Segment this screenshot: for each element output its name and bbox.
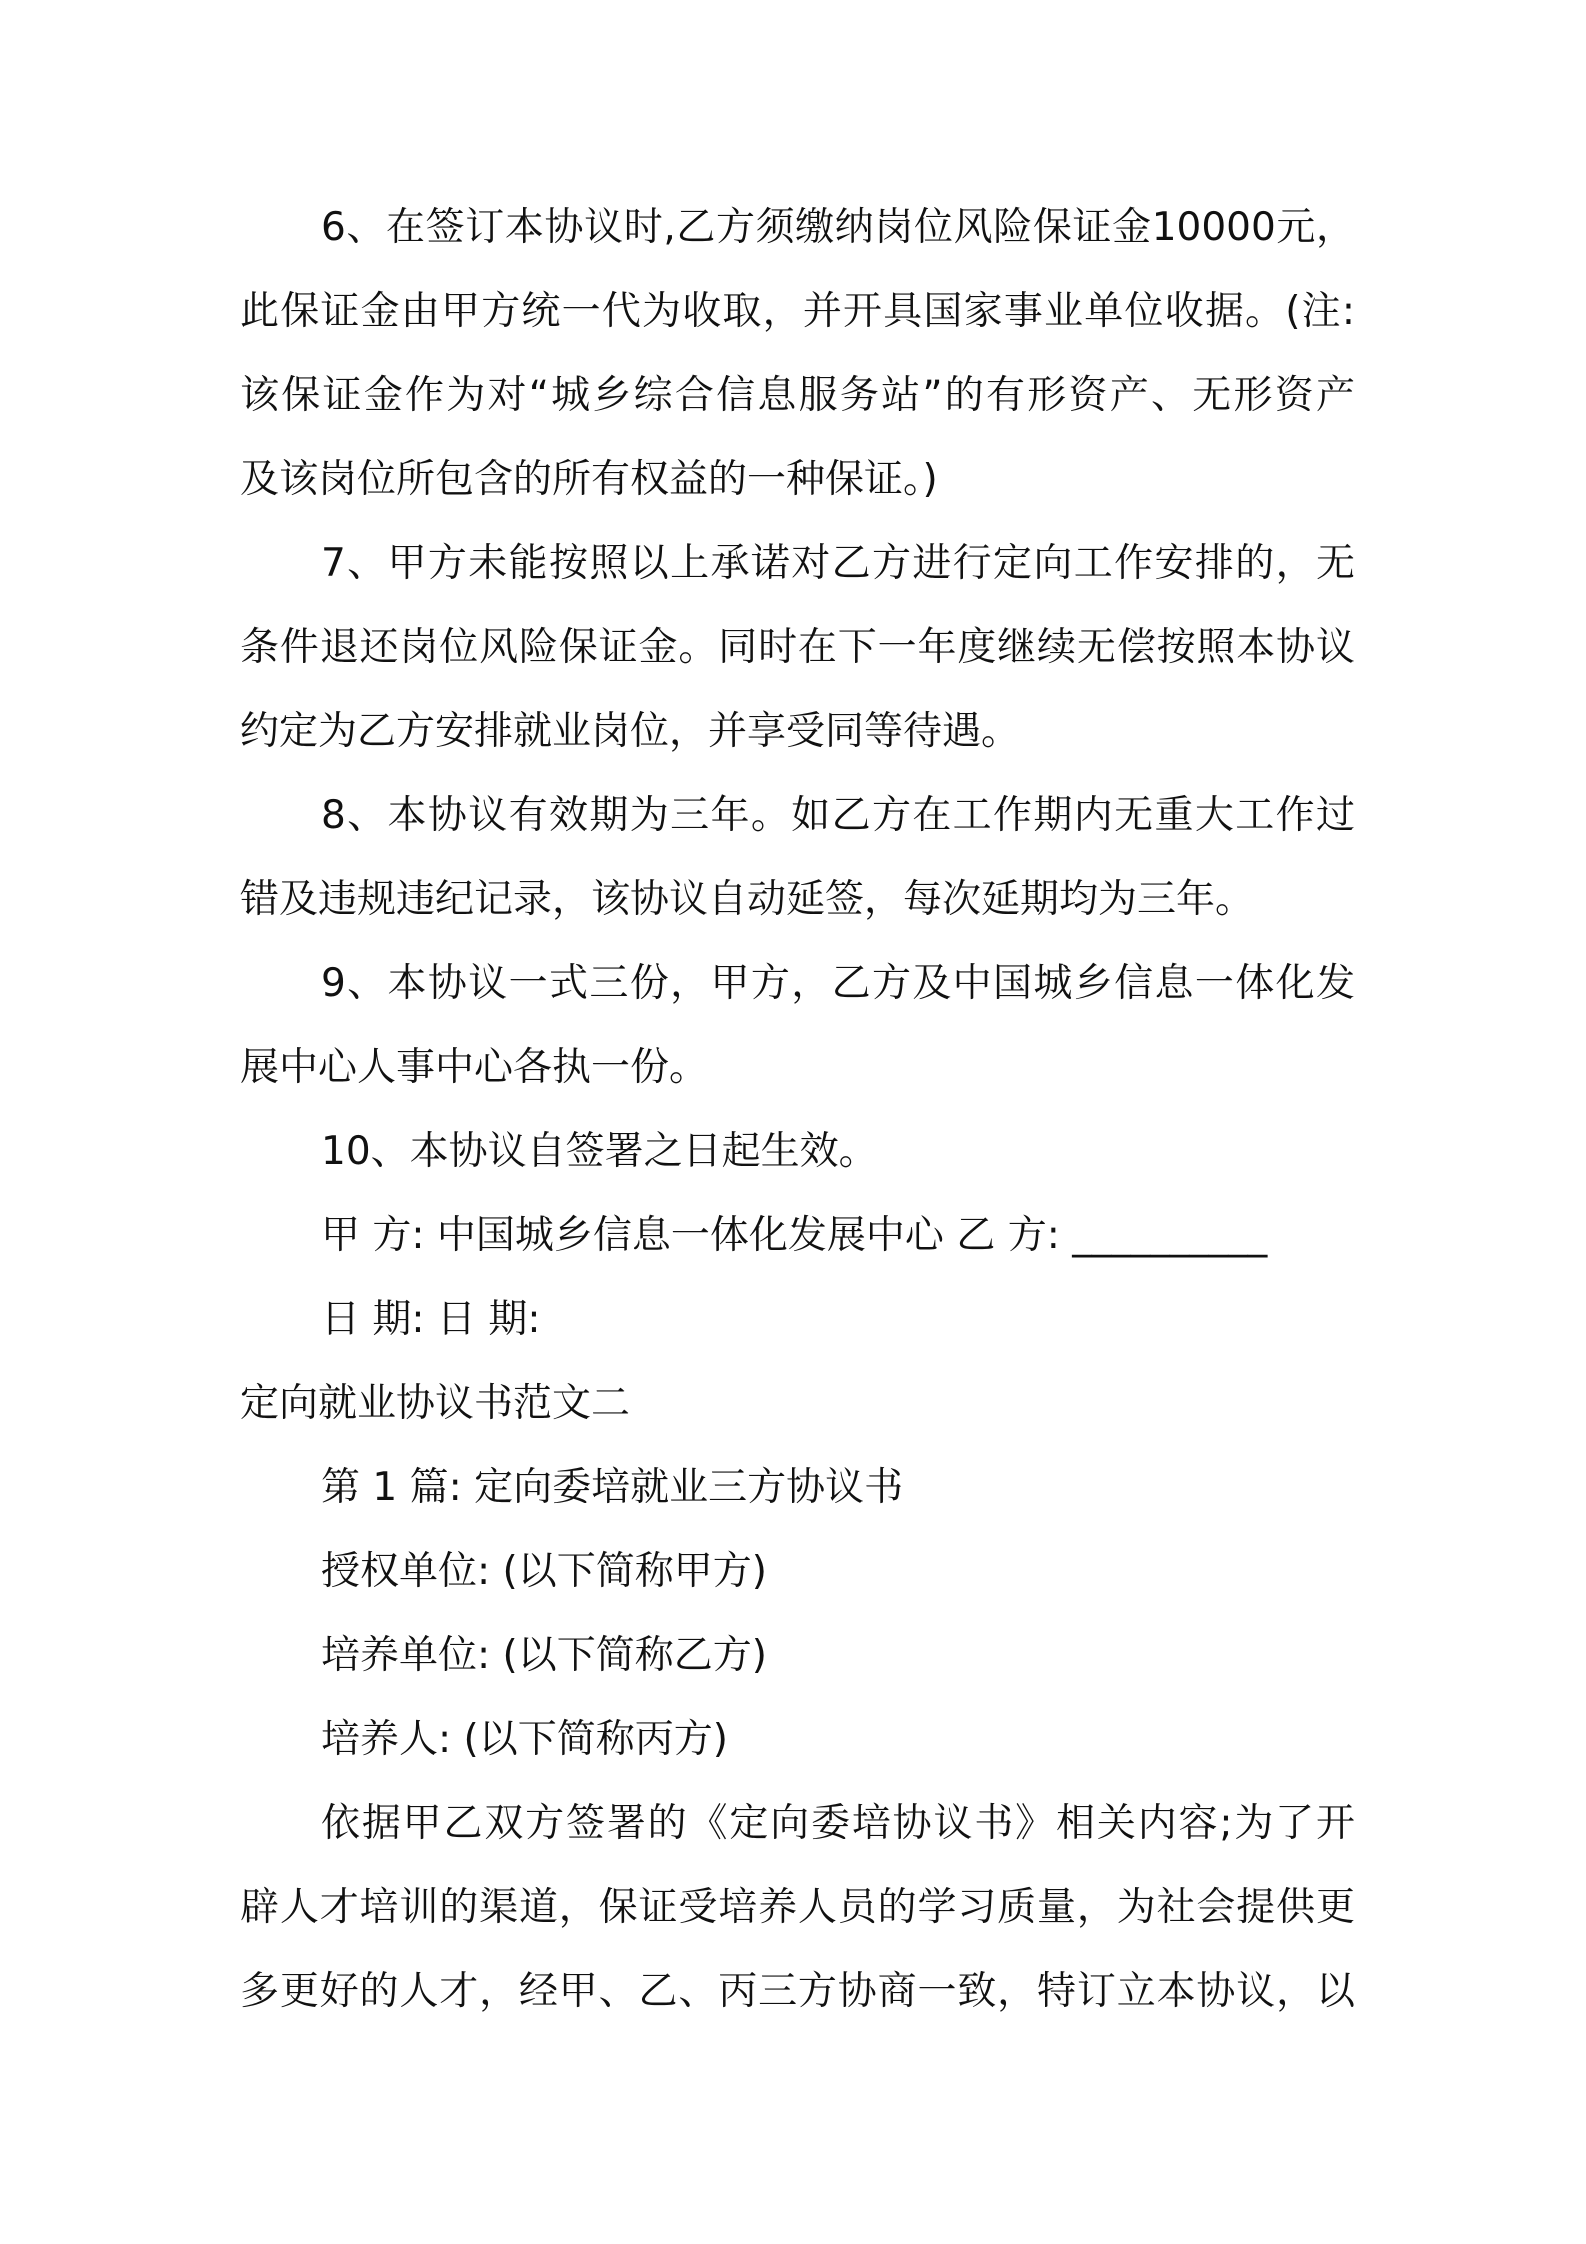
party-c-field: 培养人: (以下简称丙方) — [321, 1717, 728, 1762]
clause-6-line-1: 6、在签订本协议时,乙方须缴纳岗位风险保证金10000元， — [321, 205, 1355, 250]
signature-parties-line: 甲 方: 中国城乡信息一体化发展中心 乙 方: __________ — [321, 1213, 1268, 1258]
clause-10: 10、本协议自签署之日起生效。 — [321, 1129, 878, 1174]
party-a-field: 授权单位: (以下简称甲方) — [321, 1549, 767, 1594]
preamble-line-1: 依据甲乙双方签署的《定向委培协议书》相关内容;为了开 — [321, 1801, 1355, 1846]
agreement-title: 第 1 篇: 定向委培就业三方协议书 — [321, 1465, 904, 1510]
clause-7-line-1: 7、甲方未能按照以上承诺对乙方进行定向工作安排的，无 — [321, 541, 1355, 586]
party-b-field: 培养单位: (以下简称乙方) — [321, 1633, 767, 1678]
section-heading: 定向就业协议书范文二 — [240, 1381, 631, 1426]
preamble-line-2: 辟人才培训的渠道，保证受培养人员的学习质量，为社会提供更 — [240, 1885, 1355, 1930]
clause-9-line-2: 展中心人事中心各执一份。 — [240, 1045, 709, 1090]
signature-date-line: 日 期: 日 期: — [321, 1297, 541, 1342]
clause-7-line-2: 条件退还岗位风险保证金。同时在下一年度继续无偿按照本协议 — [240, 625, 1355, 670]
clause-6-line-3: 该保证金作为对“城乡综合信息服务站”的有形资产、无形资产 — [240, 373, 1355, 418]
clause-6-line-2: 此保证金由甲方统一代为收取，并开具国家事业单位收据。(注: — [240, 289, 1355, 334]
clause-8-line-1: 8、本协议有效期为三年。如乙方在工作期内无重大工作过 — [321, 793, 1355, 838]
clause-6-line-4: 及该岗位所包含的所有权益的一种保证。) — [240, 457, 938, 502]
clause-7-line-3: 约定为乙方安排就业岗位，并享受同等待遇。 — [240, 709, 1021, 754]
preamble-line-3: 多更好的人才，经甲、乙、丙三方协商一致，特订立本协议，以 — [240, 1969, 1355, 2014]
clause-8-line-2: 错及违规违纪记录，该协议自动延签，每次延期均为三年。 — [240, 877, 1255, 922]
clause-9-line-1: 9、本协议一式三份，甲方，乙方及中国城乡信息一体化发 — [321, 961, 1355, 1006]
